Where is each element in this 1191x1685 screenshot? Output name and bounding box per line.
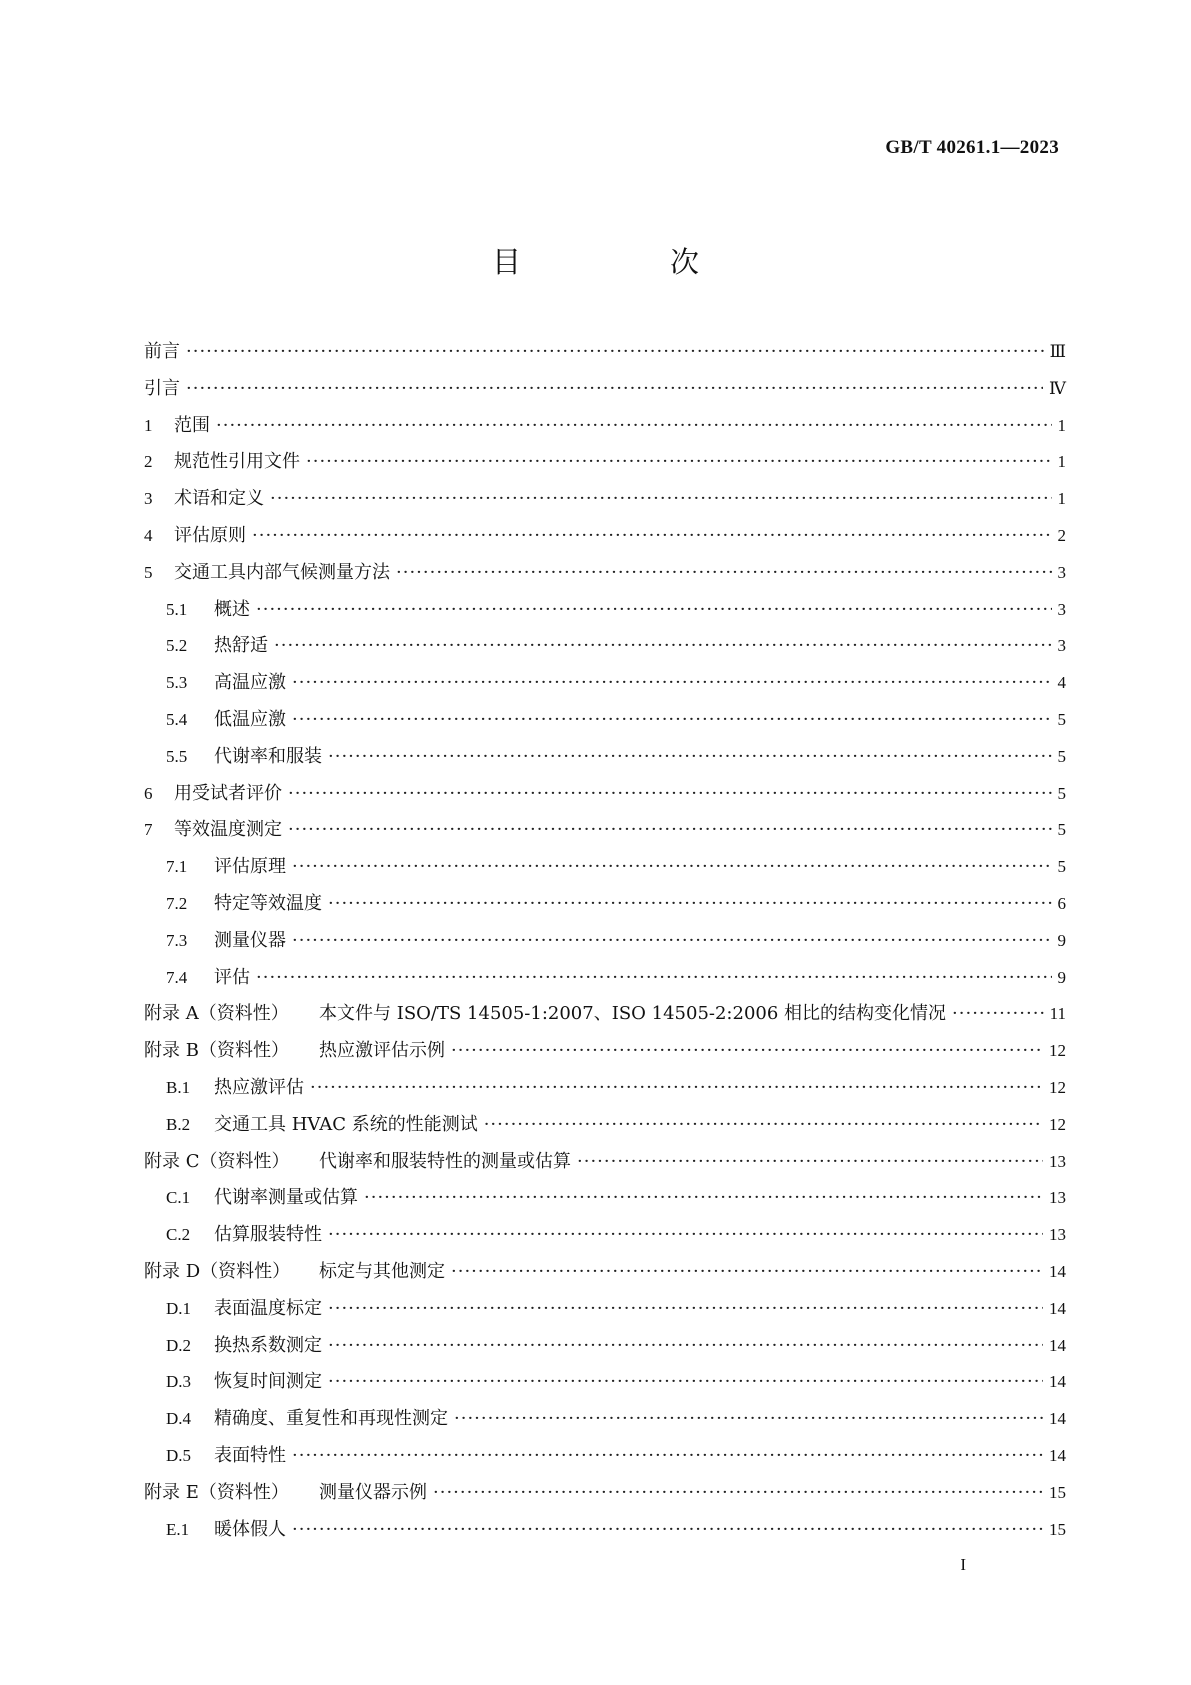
toc-entry[interactable] — [144, 815, 1066, 852]
toc-entry-title: 高温应激 — [214, 672, 286, 694]
toc-entry[interactable] — [144, 447, 1066, 484]
toc-dot-leader — [952, 1003, 1044, 1024]
toc-entry-title: 术语和定义 — [174, 488, 264, 510]
toc-entry-annex-prefix: 附录 C（资料性） — [144, 1150, 290, 1172]
toc-entry-title: 热应激评估 — [214, 1076, 304, 1098]
toc-entry[interactable] — [144, 374, 1066, 411]
toc-entry[interactable] — [144, 484, 1066, 521]
toc-dot-leader — [270, 488, 1052, 509]
toc-dot-leader — [328, 746, 1052, 767]
toc-entry[interactable] — [144, 1183, 1066, 1220]
toc-entry-number: 7.4 — [166, 967, 188, 987]
toc-entry-title: 测量仪器示例 — [319, 1481, 427, 1503]
toc-entry-title: 本文件与 ISO/TS 14505-1:2007、ISO 14505-2:2006 相比的结构变化情况 — [319, 1003, 947, 1025]
toc-entry-page: 14 — [1049, 1335, 1066, 1355]
toc-dot-leader — [292, 930, 1052, 951]
toc-entry-page: 13 — [1049, 1225, 1066, 1245]
toc-entry[interactable] — [144, 631, 1066, 668]
toc-entry-number: 4 — [144, 525, 153, 545]
toc-entry-number: 7 — [144, 820, 153, 840]
toc-entry[interactable] — [144, 1220, 1066, 1257]
toc-entry-title: 精确度、重复性和再现性测定 — [214, 1408, 448, 1430]
toc-entry-title: 标定与其他测定 — [319, 1260, 445, 1282]
toc-entry-page: 5 — [1057, 783, 1066, 803]
toc-entry[interactable] — [144, 1294, 1066, 1331]
toc-entry-page: 14 — [1049, 1298, 1066, 1318]
toc-entry-number: 5 — [144, 562, 153, 582]
toc-dot-leader — [292, 1445, 1043, 1466]
toc-entry-number: 7.1 — [166, 857, 188, 877]
toc-dot-leader — [306, 451, 1052, 472]
toc-entry[interactable] — [144, 1147, 1066, 1184]
toc-entry-page: 15 — [1049, 1482, 1066, 1502]
toc-dot-leader — [310, 1077, 1043, 1098]
toc-entry-page: 1 — [1057, 489, 1066, 509]
toc-entry-annex-prefix: 附录 A（资料性） — [144, 1003, 289, 1025]
toc-entry-page: 13 — [1049, 1188, 1066, 1208]
toc-entry-annex-prefix: 附录 E（资料性） — [144, 1481, 289, 1503]
toc-entry-title: 恢复时间测定 — [214, 1371, 322, 1393]
toc-heading: 目 次 — [491, 245, 759, 279]
toc-dot-leader — [433, 1482, 1043, 1503]
toc-entry[interactable] — [144, 1515, 1066, 1552]
toc-entry-page: 9 — [1057, 930, 1066, 950]
toc-entry[interactable] — [144, 1331, 1066, 1368]
toc-entry-page: 3 — [1057, 599, 1066, 619]
toc-entry-number: 7.2 — [166, 893, 188, 913]
toc-entry-title: 用受试者评价 — [174, 782, 282, 804]
toc-entry-title: 热应激评估示例 — [319, 1040, 445, 1062]
toc-entry-page: 12 — [1049, 1077, 1066, 1097]
toc-entry-title: 评估原理 — [214, 856, 286, 878]
toc-entry-title: 测量仪器 — [214, 929, 286, 951]
toc-entry-title: 热舒适 — [214, 635, 268, 657]
toc-entry-number: 6 — [144, 783, 153, 803]
toc-entry-page: 14 — [1049, 1261, 1066, 1281]
toc-dot-leader — [577, 1151, 1043, 1172]
toc-entry-page: 5 — [1057, 709, 1066, 729]
toc-dot-leader — [328, 893, 1052, 914]
toc-entry-title: 评估 — [214, 966, 250, 988]
toc-entry-number: C.2 — [166, 1225, 191, 1245]
toc-entry-title: 交通工具内部气候测量方法 — [174, 561, 390, 583]
toc-entry[interactable] — [144, 1073, 1066, 1110]
toc-dot-leader — [186, 341, 1044, 362]
toc-entry-page: 13 — [1049, 1151, 1066, 1171]
toc-entry[interactable] — [144, 1036, 1066, 1073]
toc-entry-title: 范围 — [174, 414, 210, 436]
toc-entry-title: 低温应激 — [214, 708, 286, 730]
toc-dot-leader — [216, 415, 1052, 436]
toc-entry-page: 12 — [1049, 1041, 1066, 1061]
toc-dot-leader — [328, 1335, 1043, 1356]
toc-entry-page: 15 — [1049, 1519, 1066, 1539]
toc-entry-title: 代谢率测量或估算 — [214, 1187, 358, 1209]
toc-entry-title: 等效温度测定 — [174, 819, 282, 841]
toc-entry-page: 6 — [1057, 893, 1066, 913]
toc-entry-title: 表面温度标定 — [214, 1297, 322, 1319]
toc-entry-number: 1 — [144, 415, 153, 435]
toc-entry-title: 代谢率和服装 — [214, 745, 322, 767]
toc-entry[interactable] — [144, 337, 1066, 374]
toc-entry-page: 14 — [1049, 1445, 1066, 1465]
toc-entry-number: 5.1 — [166, 599, 188, 619]
toc-entry-title: 规范性引用文件 — [174, 451, 300, 473]
toc-entry-page: 9 — [1057, 967, 1066, 987]
toc-entry[interactable] — [144, 705, 1066, 742]
toc-entry[interactable] — [144, 1257, 1066, 1294]
toc-dot-leader — [292, 856, 1052, 877]
toc-entry[interactable] — [144, 963, 1066, 1000]
toc-entry[interactable] — [144, 595, 1066, 632]
toc-entry-number: B.1 — [166, 1077, 191, 1097]
toc-entry-page: 5 — [1057, 857, 1066, 877]
toc-dot-leader — [274, 635, 1052, 656]
toc-dot-leader — [451, 1040, 1043, 1061]
toc-entry-title: 概述 — [214, 598, 250, 620]
toc-entry-title: 表面特性 — [214, 1444, 286, 1466]
toc-entry-number: 2 — [144, 452, 153, 472]
toc-entry[interactable] — [144, 999, 1066, 1036]
toc-entry-number: E.1 — [166, 1519, 190, 1539]
toc-entry-number: D.2 — [166, 1335, 192, 1355]
toc-entry[interactable] — [144, 1441, 1066, 1478]
toc-entry[interactable] — [144, 521, 1066, 558]
toc-entry-number: D.5 — [166, 1445, 192, 1465]
toc-entry[interactable] — [144, 852, 1066, 889]
toc-dot-leader — [288, 783, 1052, 804]
toc-entry-page: 3 — [1057, 562, 1066, 582]
toc-entry-page: 1 — [1057, 415, 1066, 435]
toc-entry-title: 引言 — [144, 377, 180, 399]
toc-entry[interactable] — [144, 1404, 1066, 1441]
toc-entry-title: 交通工具 HVAC 系统的性能测试 — [214, 1113, 478, 1135]
toc-entry-page: Ⅲ — [1049, 342, 1066, 361]
toc-entry-number: 7.3 — [166, 930, 188, 950]
toc-dot-leader — [454, 1408, 1043, 1429]
toc-dot-leader — [256, 967, 1052, 988]
toc-entry-number: B.2 — [166, 1114, 191, 1134]
toc-dot-leader — [288, 819, 1052, 840]
toc-entry-page: 1 — [1057, 452, 1066, 472]
toc-dot-leader — [256, 599, 1052, 620]
toc-entry[interactable] — [144, 668, 1066, 705]
toc-entry-page: 11 — [1049, 1004, 1066, 1024]
toc-entry-page: 14 — [1049, 1372, 1066, 1392]
toc-entry-number: D.4 — [166, 1409, 192, 1429]
toc-dot-leader — [186, 378, 1043, 399]
toc-entry-page: 3 — [1057, 636, 1066, 656]
toc-entry-page: 2 — [1057, 525, 1066, 545]
toc-dot-leader — [328, 1224, 1043, 1245]
toc-dot-leader — [292, 709, 1052, 730]
toc-entry[interactable] — [144, 926, 1066, 963]
toc-entry-page: 5 — [1057, 820, 1066, 840]
toc-entry-number: D.1 — [166, 1298, 192, 1318]
toc-entry-page: Ⅳ — [1049, 378, 1066, 398]
toc-dot-leader — [396, 562, 1052, 583]
page-number: I — [960, 1555, 966, 1574]
toc-entry-annex-prefix: 附录 B（资料性） — [144, 1040, 289, 1062]
toc-entry-number: 5.2 — [166, 636, 188, 656]
toc-entry-title: 估算服装特性 — [214, 1224, 322, 1246]
toc-entry-page: 4 — [1057, 673, 1066, 693]
toc-dot-leader — [484, 1114, 1043, 1135]
toc-entry[interactable] — [144, 889, 1066, 926]
toc-dot-leader — [252, 525, 1052, 546]
toc-dot-leader — [328, 1371, 1043, 1392]
toc-entry-title: 评估原则 — [174, 524, 246, 546]
toc-dot-leader — [292, 672, 1052, 693]
toc-entry[interactable] — [144, 1110, 1066, 1147]
toc-entry[interactable] — [144, 742, 1066, 779]
toc-entry[interactable] — [144, 1367, 1066, 1404]
toc-entry-number: D.3 — [166, 1372, 192, 1392]
toc-entry-annex-prefix: 附录 D（资料性） — [144, 1260, 291, 1282]
toc-entry-title: 前言 — [144, 341, 180, 362]
toc-entry[interactable] — [144, 411, 1066, 448]
toc-entry-title: 代谢率和服装特性的测量或估算 — [319, 1150, 571, 1172]
toc-entry-title: 换热系数测定 — [214, 1334, 322, 1356]
toc-dot-leader — [364, 1187, 1043, 1208]
toc-entry-page: 5 — [1057, 746, 1066, 766]
table-of-contents — [144, 337, 1066, 1551]
toc-entry[interactable] — [144, 1478, 1066, 1515]
toc-entry-page: 14 — [1049, 1409, 1066, 1429]
toc-entry[interactable] — [144, 779, 1066, 816]
toc-entry-page: 12 — [1049, 1114, 1066, 1134]
toc-dot-leader — [451, 1261, 1043, 1282]
toc-entry-number: 5.3 — [166, 673, 188, 693]
toc-entry[interactable] — [144, 558, 1066, 595]
toc-dot-leader — [292, 1519, 1043, 1540]
toc-entry-number: C.1 — [166, 1188, 191, 1208]
toc-entry-number: 5.4 — [166, 709, 188, 729]
toc-entry-number: 3 — [144, 489, 153, 509]
standard-number: GB/T 40261.1—2023 — [885, 137, 1059, 158]
toc-entry-title: 特定等效温度 — [214, 892, 322, 914]
toc-entry-number: 5.5 — [166, 746, 188, 766]
toc-entry-title: 暖体假人 — [214, 1518, 286, 1540]
toc-dot-leader — [328, 1298, 1043, 1319]
